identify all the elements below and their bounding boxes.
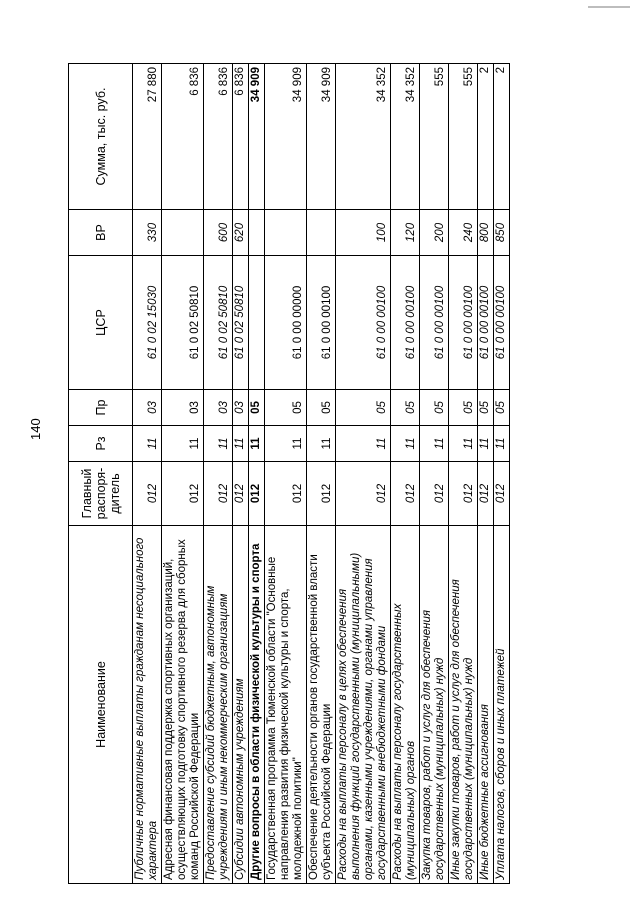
row-csr: 61 0 00 00100	[449, 256, 478, 390]
row-rz: 11	[133, 426, 162, 462]
header-main-manager: Главный распоря-дитель	[69, 462, 133, 526]
row-sum: 6 836	[233, 64, 249, 210]
row-rz: 11	[478, 426, 494, 462]
row-sum: 555	[420, 64, 449, 210]
row-vr: 120	[391, 210, 420, 256]
row-name: Адресная финансовая поддержка спортивных организаций, осуществляющих подготовку спортивного резерва для сборных команд Российской Федерации	[162, 526, 204, 884]
header-csr: ЦСР	[69, 256, 133, 390]
row-rz: 11	[494, 426, 510, 462]
row-main-manager: 012	[204, 462, 233, 526]
row-csr: 61 0 00 00100	[478, 256, 494, 390]
row-csr: 61 0 02 50810	[162, 256, 204, 390]
row-main-manager: 012	[265, 462, 307, 526]
table-row	[494, 64, 510, 884]
header-pr: Пр	[69, 390, 133, 426]
row-rz: 11	[336, 426, 391, 462]
row-rz: 11	[265, 426, 307, 462]
row-vr: 850	[494, 210, 510, 256]
row-main-manager: 012	[307, 462, 336, 526]
row-name: Субсидии автономным учреждениям	[233, 526, 249, 884]
row-main-manager: 012	[478, 462, 494, 526]
row-vr	[265, 210, 307, 256]
table-row	[162, 64, 204, 884]
table-row	[420, 64, 449, 884]
table-row	[249, 64, 265, 884]
row-csr: 61 0 00 00100	[307, 256, 336, 390]
row-sum: 34 909	[265, 64, 307, 210]
row-main-manager: 012	[233, 462, 249, 526]
row-csr: 61 0 00 00100	[391, 256, 420, 390]
row-name: Уплата налогов, сборов и иных платежей	[494, 526, 510, 884]
row-csr: 61 0 02 50810	[233, 256, 249, 390]
row-csr: 61 0 00 00100	[420, 256, 449, 390]
header-rz: Рз	[69, 426, 133, 462]
row-pr: 05	[249, 390, 265, 426]
row-csr: 61 0 02 15030	[133, 256, 162, 390]
row-pr: 05	[265, 390, 307, 426]
row-name: Расходы на выплаты персоналу государственных (муниципальных) органов	[391, 526, 420, 884]
budget-table	[68, 63, 510, 884]
row-rz: 11	[204, 426, 233, 462]
header-name: Наименование	[69, 526, 133, 884]
row-pr: 03	[133, 390, 162, 426]
row-vr: 200	[420, 210, 449, 256]
row-main-manager: 012	[336, 462, 391, 526]
row-pr: 03	[204, 390, 233, 426]
table-row	[307, 64, 336, 884]
row-sum: 34 352	[391, 64, 420, 210]
header-sum: Сумма, тыс. руб.	[69, 64, 133, 210]
row-main-manager: 012	[449, 462, 478, 526]
row-main-manager: 012	[162, 462, 204, 526]
row-rz: 11	[391, 426, 420, 462]
row-rz: 11	[420, 426, 449, 462]
row-sum: 6 836	[204, 64, 233, 210]
row-vr	[307, 210, 336, 256]
row-rz: 11	[307, 426, 336, 462]
table-row	[336, 64, 391, 884]
row-pr: 03	[162, 390, 204, 426]
header-vr: ВР	[69, 210, 133, 256]
row-rz: 11	[233, 426, 249, 462]
row-name: Обеспечение деятельности органов государственной власти субъекта Российской Федерации	[307, 526, 336, 884]
row-pr: 05	[494, 390, 510, 426]
row-name: Другие вопросы в области физической культуры и спорта	[249, 526, 265, 884]
row-csr: 61 0 00 00100	[494, 256, 510, 390]
row-csr: 61 0 00 00100	[336, 256, 391, 390]
row-csr	[249, 256, 265, 390]
row-rz: 11	[249, 426, 265, 462]
row-vr: 600	[204, 210, 233, 256]
row-vr: 240	[449, 210, 478, 256]
row-name: Предоставление субсидий бюджетным, автономным учреждениям и иным некоммерческим организациям	[204, 526, 233, 884]
row-name: Публичные нормативные выплаты гражданам несоциального характера	[133, 526, 162, 884]
row-pr: 03	[233, 390, 249, 426]
rotated-table-container	[68, 64, 576, 884]
scan-mark	[588, 6, 630, 8]
row-name: Закупка товаров, работ и услуг для обеспечения государственных (муниципальных) нужд	[420, 526, 449, 884]
row-vr	[249, 210, 265, 256]
row-sum: 34 352	[336, 64, 391, 210]
row-name: Иные бюджетные ассигнования	[478, 526, 494, 884]
row-sum: 6 836	[162, 64, 204, 210]
header-row	[69, 64, 133, 884]
row-rz: 11	[162, 426, 204, 462]
row-name: Иные закупки товаров, работ и услуг для обеспечения государственных (муниципальных) нужд	[449, 526, 478, 884]
table-row	[204, 64, 233, 884]
row-main-manager: 012	[391, 462, 420, 526]
row-rz: 11	[449, 426, 478, 462]
row-main-manager: 012	[133, 462, 162, 526]
row-pr: 05	[478, 390, 494, 426]
row-csr: 61 0 00 00000	[265, 256, 307, 390]
row-sum: 555	[449, 64, 478, 210]
table-row	[391, 64, 420, 884]
row-pr: 05	[391, 390, 420, 426]
row-csr: 61 0 02 50810	[204, 256, 233, 390]
row-sum: 27 880	[133, 64, 162, 210]
table-row	[478, 64, 494, 884]
table-row	[265, 64, 307, 884]
row-vr: 330	[133, 210, 162, 256]
row-vr: 100	[336, 210, 391, 256]
table-row	[449, 64, 478, 884]
row-sum: 34 909	[249, 64, 265, 210]
row-pr: 05	[307, 390, 336, 426]
row-main-manager: 012	[494, 462, 510, 526]
page-number: 140	[28, 418, 43, 440]
row-vr: 620	[233, 210, 249, 256]
row-vr	[162, 210, 204, 256]
row-pr: 05	[336, 390, 391, 426]
row-sum: 34 909	[307, 64, 336, 210]
row-sum: 2	[478, 64, 494, 210]
row-name: Расходы на выплаты персоналу в целях обеспечения выполнения функций государственными (муниципальными) органами, казенными учреждениями, органами управления государственными внебюджетными фондами	[336, 526, 391, 884]
row-main-manager: 012	[249, 462, 265, 526]
table-row	[133, 64, 162, 884]
table-row	[233, 64, 249, 884]
row-vr: 800	[478, 210, 494, 256]
row-pr: 05	[449, 390, 478, 426]
row-name: Государственная программа Тюменской области "Основные направления развития физической культуры и спорта, молодежной политики"	[265, 526, 307, 884]
row-sum: 2	[494, 64, 510, 210]
row-main-manager: 012	[420, 462, 449, 526]
row-pr: 05	[420, 390, 449, 426]
